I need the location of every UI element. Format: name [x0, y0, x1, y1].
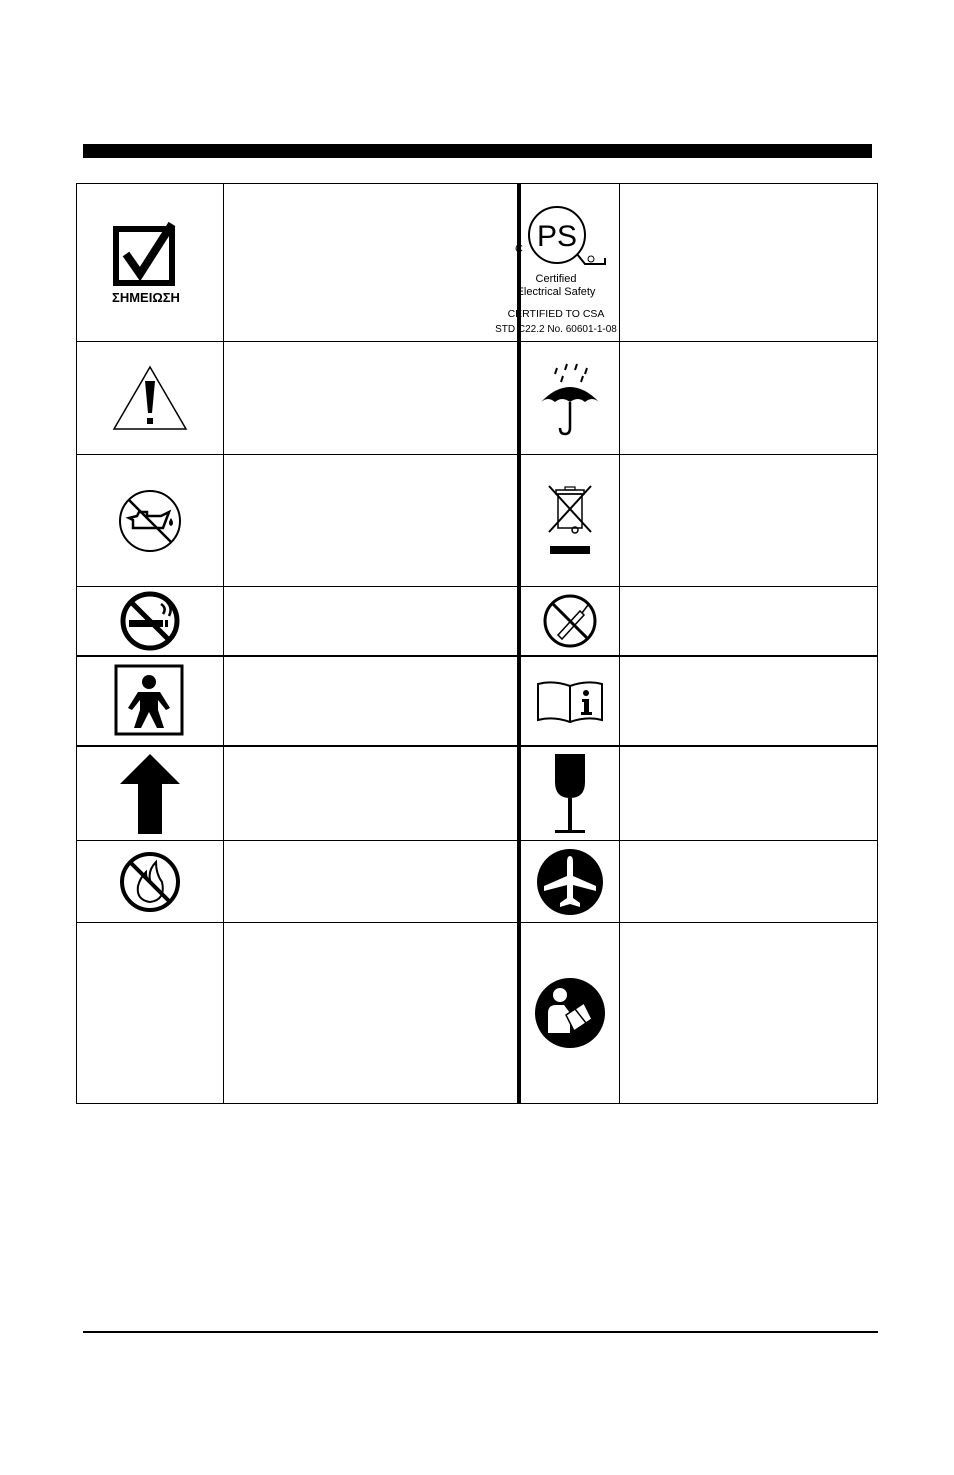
symbol-cell [77, 657, 223, 745]
symbol-cell [521, 455, 619, 586]
consult-instructions-icon [535, 678, 605, 724]
column-line [223, 184, 224, 1103]
read-manual-icon [534, 977, 606, 1049]
symbol-cell [521, 841, 619, 922]
cert-line-4: STD C22.2 No. 60601-1-08 [495, 323, 617, 335]
symbol-cell [495, 184, 619, 341]
cps-certification-icon [495, 188, 645, 338]
symbol-cell [77, 841, 223, 922]
symbol-cell [521, 587, 619, 655]
note-checkbox-icon [110, 220, 190, 306]
keep-dry-umbrella-icon [535, 358, 605, 438]
no-smoking-icon [119, 590, 181, 652]
type-bf-applied-part-icon [114, 664, 186, 738]
symbol-cell [521, 923, 619, 1103]
this-way-up-arrow-icon [118, 752, 182, 836]
symbol-cell-empty [77, 923, 223, 1103]
no-open-flame-icon [118, 850, 182, 914]
note-label: ΣΗΜΕΙΩΣΗ [112, 289, 180, 305]
symbol-cell [521, 657, 619, 745]
symbol-cell [77, 455, 223, 586]
symbol-cell [521, 342, 619, 454]
symbol-cell [521, 747, 619, 840]
warning-triangle-icon [110, 363, 190, 433]
symbol-cell [77, 184, 223, 341]
symbols-table [76, 183, 878, 1104]
no-needle-icon [542, 593, 598, 649]
no-oil-icon [117, 488, 183, 554]
symbol-cell [77, 587, 223, 655]
header-bar [83, 144, 872, 158]
weee-crossed-bin-icon [545, 484, 595, 558]
fragile-glass-icon [550, 752, 590, 836]
cert-line-3: CERTIFIED TO CSA [507, 307, 605, 320]
footer-rule [83, 1331, 878, 1333]
symbol-cell [77, 747, 223, 840]
cert-line-1: Certified [535, 272, 577, 285]
cert-line-2: Electrical Safety [516, 285, 596, 298]
cert-c-mark: C [515, 242, 523, 255]
symbol-cell [77, 342, 223, 454]
airplane-icon [536, 848, 604, 916]
cert-logo-letters: PS [536, 219, 578, 253]
